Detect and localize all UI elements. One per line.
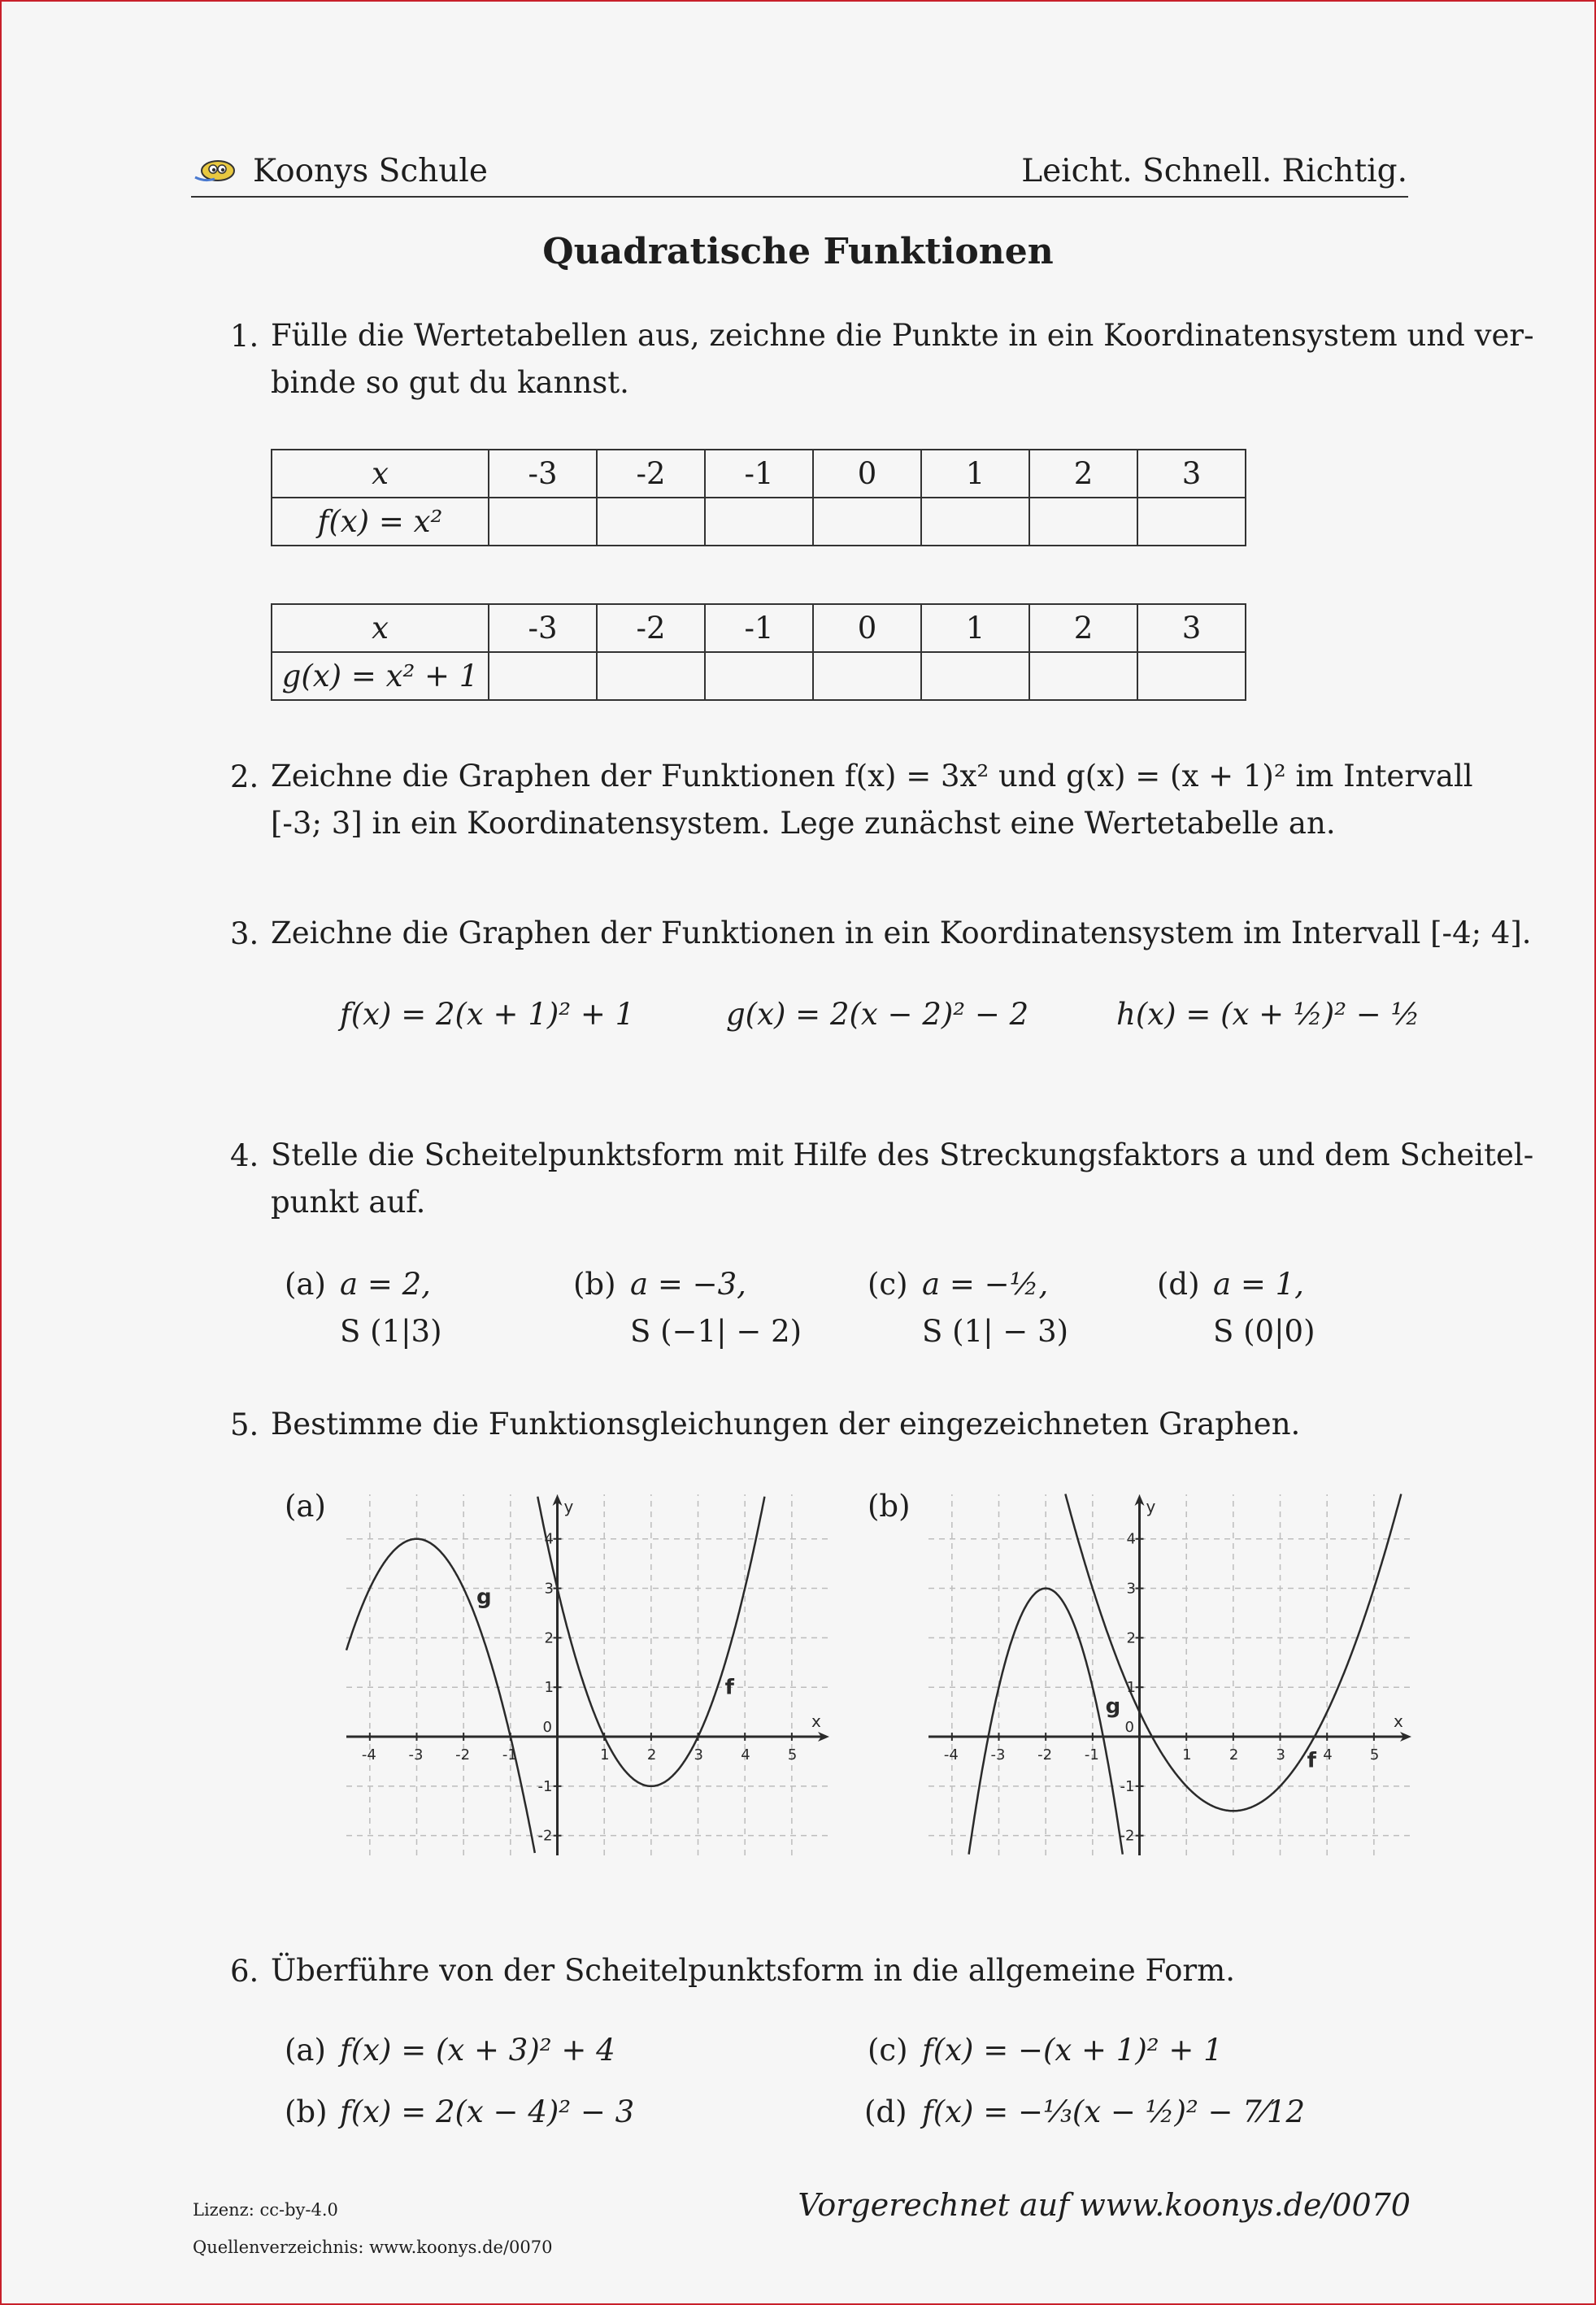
curve-label-f: f [1307, 1748, 1316, 1773]
y-tick-label: 2 [1126, 1629, 1136, 1647]
table-f-x-cell: -3 [489, 450, 597, 498]
task1-number: 1. [230, 319, 259, 354]
x-tick-label: 5 [1369, 1746, 1380, 1764]
table-g-x-cell: 1 [921, 604, 1029, 652]
task1-line1: Fülle die Wertetabellen aus, zeichne die Punkte in ein Koordinatensystem und ver- [271, 318, 1534, 353]
task4-item-a: a = 2, [340, 1267, 431, 1302]
task3-function-f: f(x) = 2(x + 1)² + 1 [340, 997, 635, 1032]
x-tick-label: 4 [741, 1746, 750, 1764]
x-tick-label: 4 [1323, 1746, 1333, 1764]
table-g-blank-cell[interactable] [1137, 652, 1246, 700]
table-f-blank-cell[interactable] [597, 498, 705, 546]
task6-item-expr: f(x) = (x + 3)² + 4 [340, 2033, 615, 2068]
x-tick-label: -2 [455, 1746, 471, 1764]
x-axis-label: x [1394, 1711, 1403, 1732]
task6-item-label: (d) [864, 2094, 907, 2129]
table-g-x-cell: 2 [1029, 604, 1137, 652]
y-tick-label: 1 [544, 1679, 554, 1697]
y-axis-label: y [563, 1497, 574, 1516]
curve-g [346, 1539, 535, 1853]
x-tick-label: 3 [694, 1746, 703, 1764]
y-tick-label: 2 [544, 1629, 554, 1647]
table-f-row-label: f(x) = x² [272, 498, 489, 546]
task3-function-g: g(x) = 2(x − 2)² − 2 [726, 997, 1029, 1032]
table-g-blank-cell[interactable] [921, 652, 1029, 700]
task6-item-expr: f(x) = −⅓(x − ½)² − 7⁄12 [922, 2094, 1306, 2129]
origin-label: 0 [542, 1719, 552, 1737]
task3-line1: Zeichne die Graphen der Funktionen in ein Koordinatensystem im Intervall [-4; 4]. [271, 915, 1532, 950]
x-tick-label: -3 [990, 1746, 1006, 1764]
task3-number: 3. [230, 916, 259, 951]
task4-item-s: S (−1| − 2) [630, 1314, 802, 1349]
table-g-blank-cell[interactable] [1029, 652, 1137, 700]
task4-item-label: (d) [1157, 1267, 1200, 1302]
table-f-x-cell: 2 [1029, 450, 1137, 498]
table-g-x-cell: -3 [489, 604, 597, 652]
x-tick-label: 2 [1229, 1746, 1239, 1764]
curve-label-f: f [724, 1675, 734, 1700]
y-tick-label: -2 [1120, 1827, 1135, 1845]
table-g-x-cell: -1 [705, 604, 813, 652]
task2-number: 2. [230, 759, 259, 794]
graph-b [922, 1488, 1418, 1862]
brand-name: Koonys Schule [253, 153, 488, 189]
task4-line2: punkt auf. [271, 1185, 426, 1220]
task4-item-s: S (1| − 3) [922, 1314, 1069, 1349]
task4-item-label: (a) [285, 1267, 326, 1302]
task6-item-label: (c) [868, 2033, 908, 2068]
task6-item-label: (b) [285, 2094, 328, 2129]
table-g-head: x [272, 604, 489, 652]
value-table-f [271, 449, 1246, 546]
y-tick-label: 1 [1126, 1679, 1136, 1697]
task4-item-a: a = 1, [1213, 1267, 1304, 1302]
table-f-x-cell: -1 [705, 450, 813, 498]
x-tick-label: -4 [361, 1746, 376, 1764]
table-f-x-cell: 1 [921, 450, 1029, 498]
footer-link[interactable]: Vorgerechnet auf www.koonys.de/0070 [798, 2187, 1411, 2223]
sources-text: Quellenverzeichnis: www.koonys.de/0070 [193, 2238, 553, 2257]
task6-item-expr: f(x) = 2(x − 4)² − 3 [340, 2094, 635, 2129]
task4-line1: Stelle die Scheitelpunktsform mit Hilfe des Streckungsfaktors a und dem Scheitel- [271, 1137, 1534, 1172]
table-f-x-cell: 0 [813, 450, 921, 498]
x-tick-label: 2 [646, 1746, 657, 1764]
page-title: Quadratische Funktionen [542, 231, 1054, 272]
table-f-blank-cell[interactable] [705, 498, 813, 546]
table-f-x-cell: -2 [597, 450, 705, 498]
task4-item-label: (c) [868, 1267, 908, 1302]
table-f-blank-cell[interactable] [1029, 498, 1137, 546]
graph-a [340, 1488, 836, 1862]
value-table-g [271, 603, 1246, 701]
task4-item-s: S (1|3) [340, 1314, 442, 1349]
curve-label-g: g [476, 1585, 492, 1610]
y-tick-label: 3 [544, 1580, 554, 1598]
y-tick-label: 4 [544, 1530, 554, 1548]
task1-line2: binde so gut du kannst. [271, 365, 629, 400]
koonys-logo-icon [194, 153, 237, 185]
task6-item-label: (a) [285, 2033, 326, 2068]
table-f-blank-cell[interactable] [813, 498, 921, 546]
task2-line1: Zeichne die Graphen der Funktionen f(x) = 3x² und g(x) = (x + 1)² im Intervall [271, 759, 1473, 794]
task5-line1: Bestimme die Funktionsgleichungen der eingezeichneten Graphen. [271, 1407, 1301, 1442]
table-f-x-cell: 3 [1137, 450, 1246, 498]
task5-number: 5. [230, 1407, 259, 1442]
license-text: Lizenz: cc-by-4.0 [193, 2200, 338, 2220]
y-tick-label: -1 [1120, 1777, 1135, 1795]
task6-number: 6. [230, 1954, 259, 1989]
y-tick-label: -1 [537, 1777, 553, 1795]
header-rule [191, 196, 1408, 198]
task2-line2: [-3; 3] in ein Koordinatensystem. Lege zunächst eine Wertetabelle an. [271, 806, 1336, 841]
table-f-blank-cell[interactable] [489, 498, 597, 546]
y-tick-label: 4 [1126, 1530, 1136, 1548]
graph-a-label: (a) [285, 1489, 326, 1524]
task4-item-label: (b) [573, 1267, 616, 1302]
x-tick-label: -4 [943, 1746, 959, 1764]
slogan: Leicht. Schnell. Richtig. [1021, 153, 1407, 189]
table-f-blank-cell[interactable] [1137, 498, 1246, 546]
table-g-row-label: g(x) = x² + 1 [272, 652, 489, 700]
x-tick-label: 1 [600, 1746, 610, 1764]
task6-line1: Überführe von der Scheitelpunktsform in die allgemeine Form. [271, 1953, 1235, 1988]
table-g-x-cell: 0 [813, 604, 921, 652]
y-axis-label: y [1146, 1497, 1156, 1516]
origin-label: 0 [1124, 1719, 1134, 1737]
x-tick-label: -2 [1037, 1746, 1053, 1764]
table-g-x-cell: 3 [1137, 604, 1246, 652]
x-tick-label: -1 [502, 1746, 517, 1764]
curve-label-g: g [1105, 1694, 1121, 1719]
table-f-head: x [272, 450, 489, 498]
x-axis-label: x [811, 1711, 821, 1732]
x-tick-label: 1 [1182, 1746, 1192, 1764]
table-g-blank-cell[interactable] [813, 652, 921, 700]
table-f-blank-cell[interactable] [921, 498, 1029, 546]
task4-item-a: a = −3, [630, 1267, 746, 1302]
x-tick-label: 5 [787, 1746, 798, 1764]
task3-function-h: h(x) = (x + ½)² − ½ [1116, 997, 1420, 1032]
task4-number: 4. [230, 1138, 259, 1173]
y-tick-label: 3 [1126, 1580, 1136, 1598]
y-tick-label: -2 [537, 1827, 553, 1845]
x-tick-label: 3 [1276, 1746, 1285, 1764]
table-g-blank-cell[interactable] [705, 652, 813, 700]
x-tick-label: -1 [1084, 1746, 1099, 1764]
graph-b-label: (b) [868, 1489, 911, 1524]
task6-item-expr: f(x) = −(x + 1)² + 1 [922, 2033, 1223, 2068]
task4-item-a: a = −½, [922, 1267, 1049, 1302]
table-g-x-cell: -2 [597, 604, 705, 652]
table-g-blank-cell[interactable] [597, 652, 705, 700]
table-g-blank-cell[interactable] [489, 652, 597, 700]
task4-item-s: S (0|0) [1213, 1314, 1316, 1349]
x-tick-label: -3 [408, 1746, 424, 1764]
